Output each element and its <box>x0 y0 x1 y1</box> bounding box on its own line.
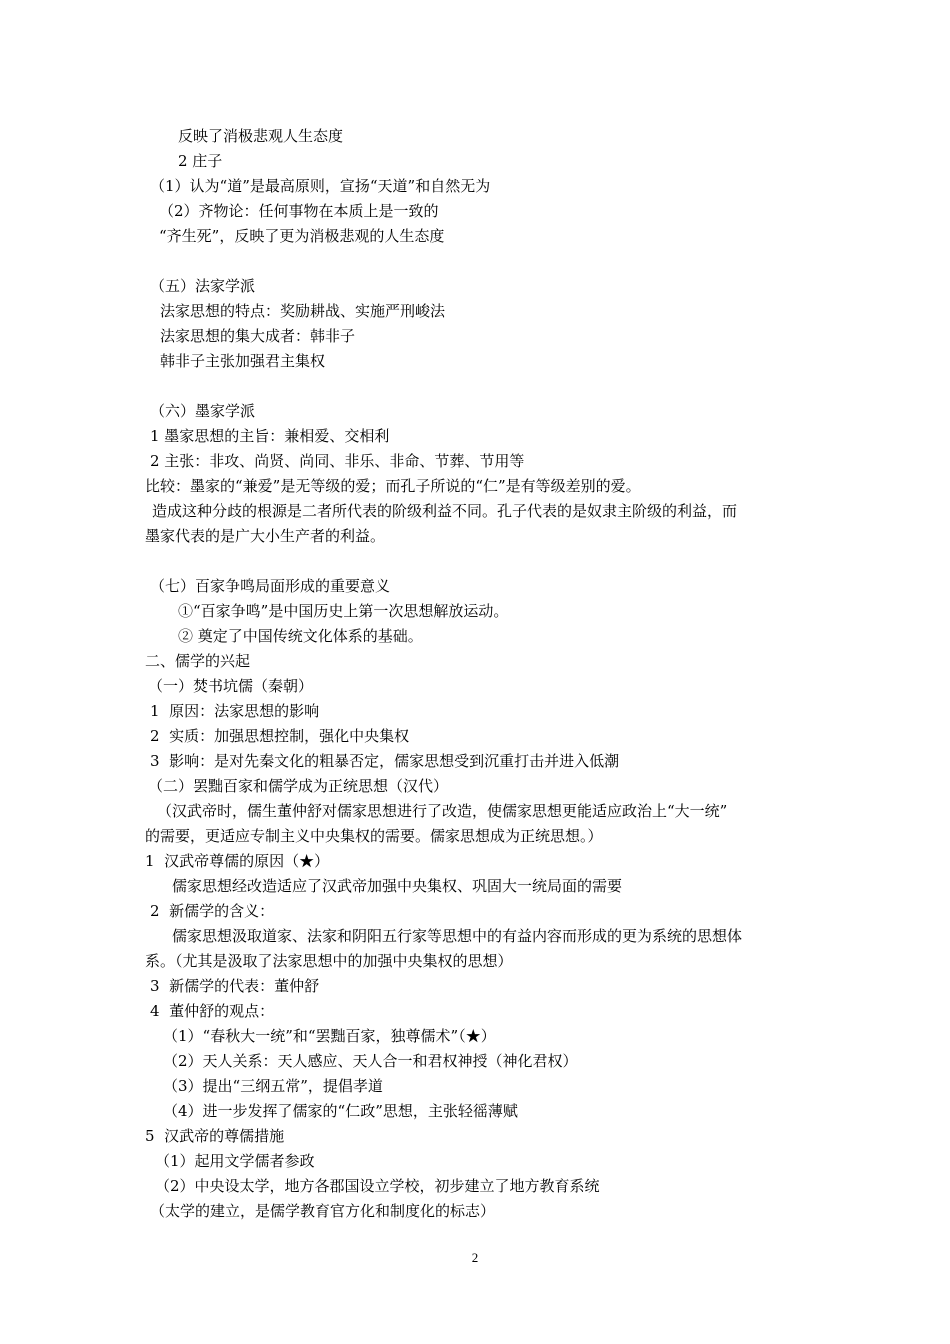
text-line: （1）起用文学儒者参政 <box>155 1152 315 1170</box>
section-heading: （七）百家争鸣局面形成的重要意义 <box>150 577 391 595</box>
section-heading: （五）法家学派 <box>150 277 256 295</box>
text-line: 儒家思想汲取道家、法家和阴阳五行家等思想中的有益内容而形成的更为系统的思想体 <box>172 927 743 945</box>
text-line: （1）“春秋大一统”和“罢黜百家，独尊儒术”（★） <box>163 1027 496 1045</box>
text-line: 1 墨家思想的主旨：兼相爱、交相利 <box>150 427 390 445</box>
text-line: 反映了消极悲观人生态度 <box>178 127 344 145</box>
text-line: （2）齐物论：任何事物在本质上是一致的 <box>159 202 439 220</box>
text-line: 5 汉武帝的尊儒措施 <box>145 1127 285 1145</box>
text-line: 1 原因：法家思想的影响 <box>150 702 320 720</box>
text-line: （汉武帝时，儒生董仲舒对儒家思想进行了改造，使儒家思想更能适应政治上“大一统” <box>157 802 728 820</box>
text-line: “齐生死”，反映了更为消极悲观的人生态度 <box>159 227 445 245</box>
text-line: （4）进一步发挥了儒家的“仁政”思想，主张轻徭薄赋 <box>163 1102 518 1120</box>
text-line: 比较：墨家的“兼爱”是无等级的爱；而孔子所说的“仁”是有等级差别的爱。 <box>145 477 641 495</box>
text-line: （1）认为“道”是最高原则，宣扬“天道”和自然无为 <box>150 177 491 195</box>
page-number: 2 <box>471 1250 479 1265</box>
text-line: 4 董仲舒的观点： <box>150 1002 275 1020</box>
text-line: 2 实质：加强思想控制，强化中央集权 <box>150 727 410 745</box>
text-line: 3 影响：是对先秦文化的粗暴否定，儒家思想受到沉重打击并进入低潮 <box>150 752 620 770</box>
text-line: （2）中央设太学，地方各郡国设立学校，初步建立了地方教育系统 <box>155 1177 600 1195</box>
text-line: 2 庄子 <box>178 152 223 170</box>
text-line: 法家思想的集大成者：韩非子 <box>160 327 356 345</box>
section-heading: （二）罢黜百家和儒学成为正统思想（汉代） <box>148 777 449 795</box>
text-line: 造成这种分歧的根源是二者所代表的阶级利益不同。孔子代表的是奴隶主阶级的利益，而 <box>152 502 738 520</box>
text-line: （太学的建立，是儒学教育官方化和制度化的标志） <box>150 1202 496 1220</box>
text-line: 墨家代表的是广大小生产者的利益。 <box>145 527 386 545</box>
text-line: 系。（尤其是汲取了法家思想中的加强中央集权的思想） <box>145 952 513 970</box>
text-line: 1 汉武帝尊儒的原因（★） <box>145 852 330 870</box>
text-line: 法家思想的特点：奖励耕战、实施严刑峻法 <box>160 302 446 320</box>
text-line: 2 主张：非攻、尚贤、尚同、非乐、非命、节葬、节用等 <box>150 452 525 470</box>
text-line: ② 奠定了中国传统文化体系的基础。 <box>178 627 423 645</box>
text-line: （2）天人关系：天人感应、天人合一和君权神授（神化君权） <box>163 1052 578 1070</box>
section-heading: 二、儒学的兴起 <box>145 652 251 670</box>
text-line: 的需要，更适应专制主义中央集权的需要。儒家思想成为正统思想。） <box>145 827 603 845</box>
text-line: 3 新儒学的代表：董仲舒 <box>150 977 320 995</box>
text-line: 韩非子主张加强君主集权 <box>160 352 326 370</box>
text-line: （3）提出“三纲五常”，提倡孝道 <box>163 1077 383 1095</box>
text-line: 2 新儒学的含义： <box>150 902 275 920</box>
text-line: ①“百家争鸣”是中国历史上第一次思想解放运动。 <box>178 602 509 620</box>
section-heading: （六）墨家学派 <box>150 402 256 420</box>
section-heading: （一）焚书坑儒（秦朝） <box>148 677 314 695</box>
text-line: 儒家思想经改造适应了汉武帝加强中央集权、巩固大一统局面的需要 <box>172 877 623 895</box>
